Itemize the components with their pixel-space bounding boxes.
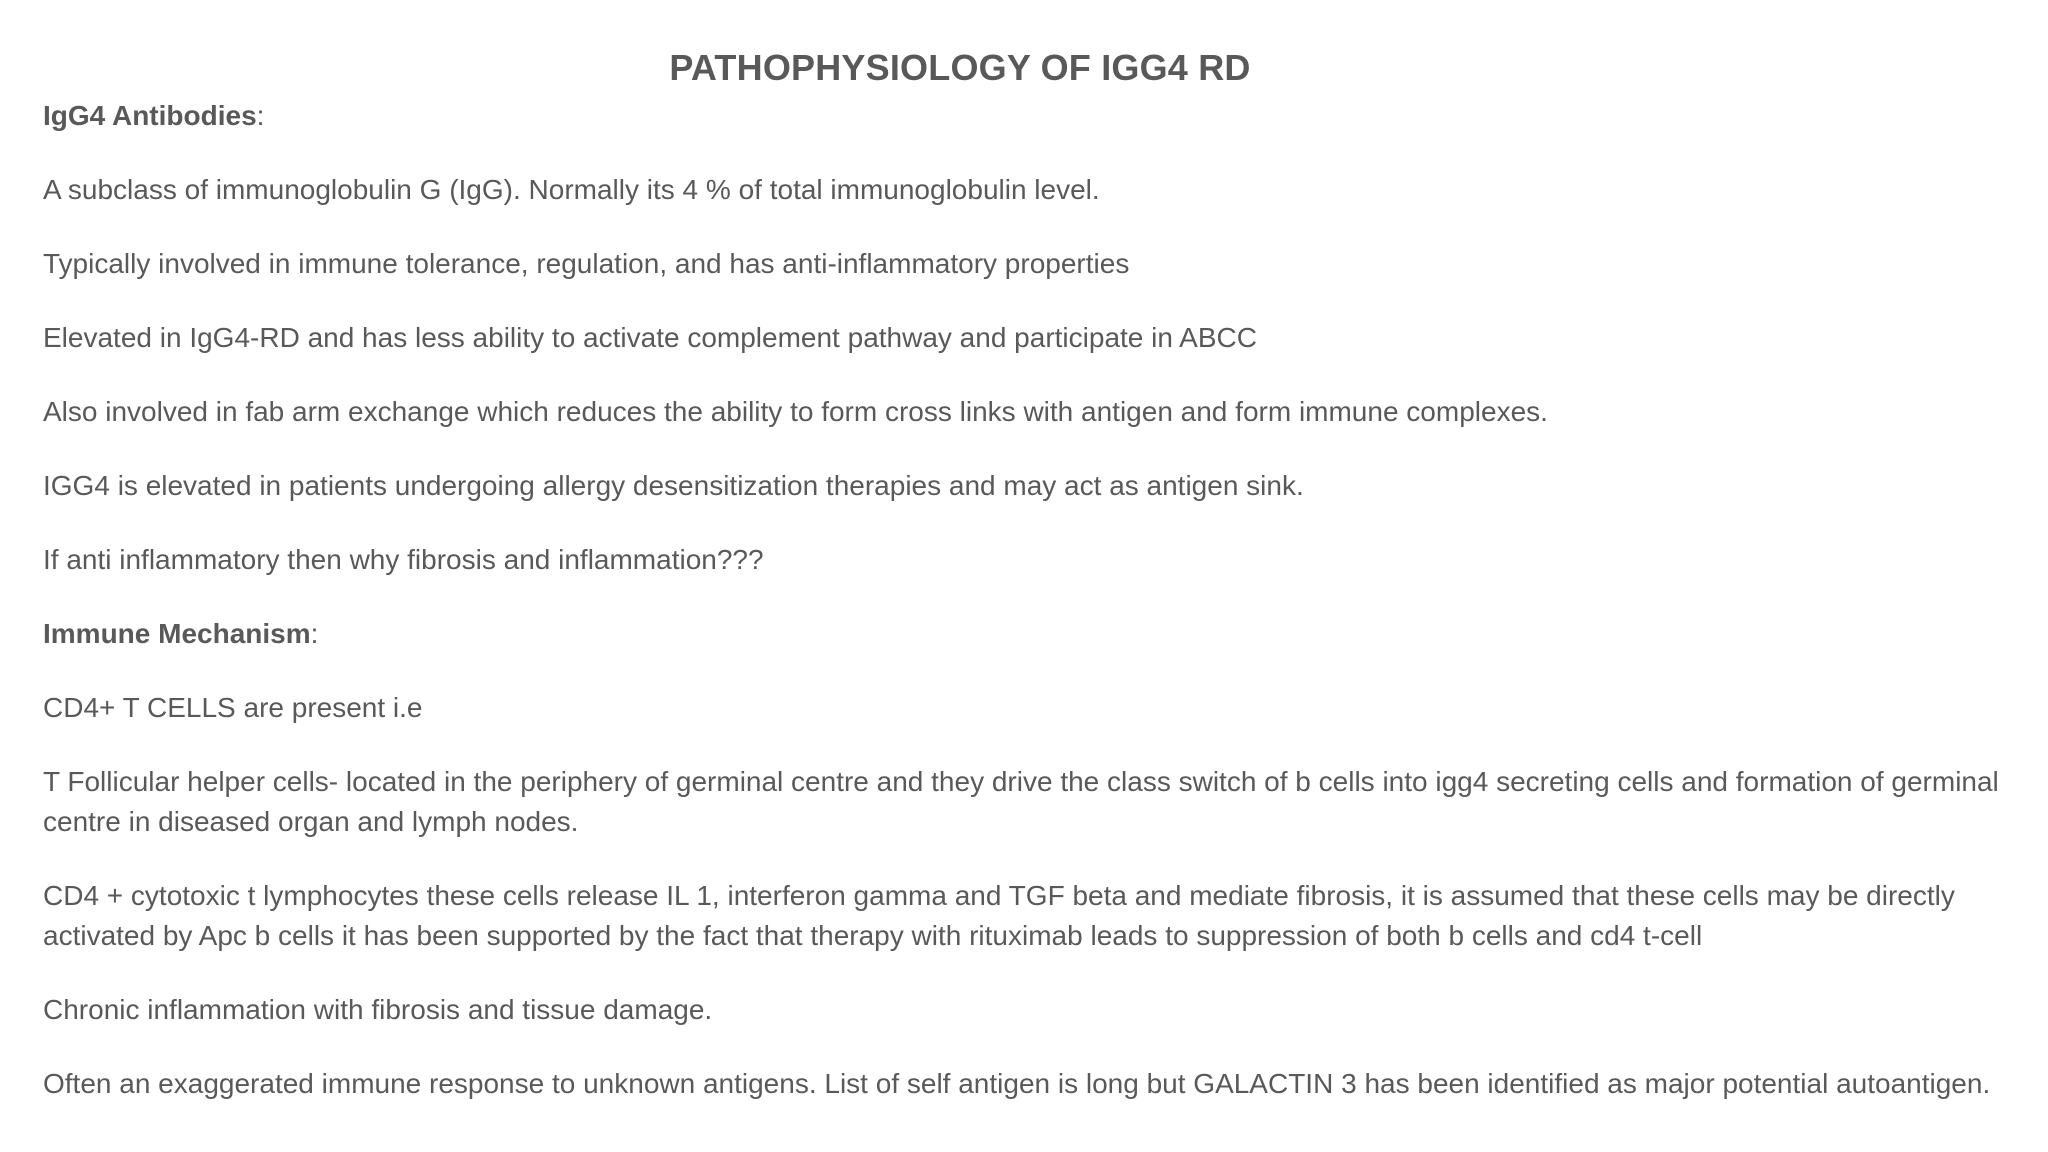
heading-label: Immune Mechanism — [43, 618, 311, 649]
paragraph: Chronic inflammation with fibrosis and tissue damage. — [43, 994, 713, 1025]
paragraph: Also involved in fab arm exchange which reduces the ability to form cross links with antigen and form immune complexes. — [43, 396, 1548, 427]
paragraph: If anti inflammatory then why fibrosis and inflammation??? — [43, 544, 764, 575]
paragraph: A subclass of immunoglobulin G (IgG). Normally its 4 % of total immunoglobulin level. — [43, 174, 1100, 205]
paragraph: CD4 + cytotoxic t lymphocytes these cells release IL 1, interferon gamma and TGF beta and mediate fibrosis, it is assumed that these cells may be directly activated by Apc b cells it has been supported by the fact that therapy with rituximab leads to suppression of both b cells and cd4 t-cell — [43, 880, 1955, 951]
paragraph: CD4+ T CELLS are present i.e — [43, 692, 423, 723]
slide-title: PATHOPHYSIOLOGY OF IGG4 RD — [669, 47, 1251, 88]
slide-body — [43, 96, 2033, 1138]
section-heading-antibodies — [43, 96, 2033, 136]
paragraph: T Follicular helper cells- located in the periphery of germinal centre and they drive the class switch of b cells into igg4 secreting cells and formation of germinal centre in diseased organ and lymph nodes. — [43, 766, 1999, 837]
paragraph: Often an exaggerated immune response to unknown antigens. List of self antigen is long but GALACTIN 3 has been identified as major potential autoantigen. — [43, 1068, 1991, 1099]
heading-colon: : — [310, 618, 319, 649]
paragraph: IGG4 is elevated in patients undergoing allergy desensitization therapies and may act as antigen sink. — [43, 470, 1304, 501]
section-heading-immune — [43, 614, 2033, 654]
heading-colon: : — [256, 100, 265, 131]
heading-label: IgG4 Antibodies — [43, 100, 257, 131]
paragraph: Typically involved in immune tolerance, regulation, and has anti-inflammatory properties — [43, 248, 1130, 279]
paragraph: Elevated in IgG4-RD and has less ability to activate complement pathway and participate in ABCC — [43, 322, 1257, 353]
